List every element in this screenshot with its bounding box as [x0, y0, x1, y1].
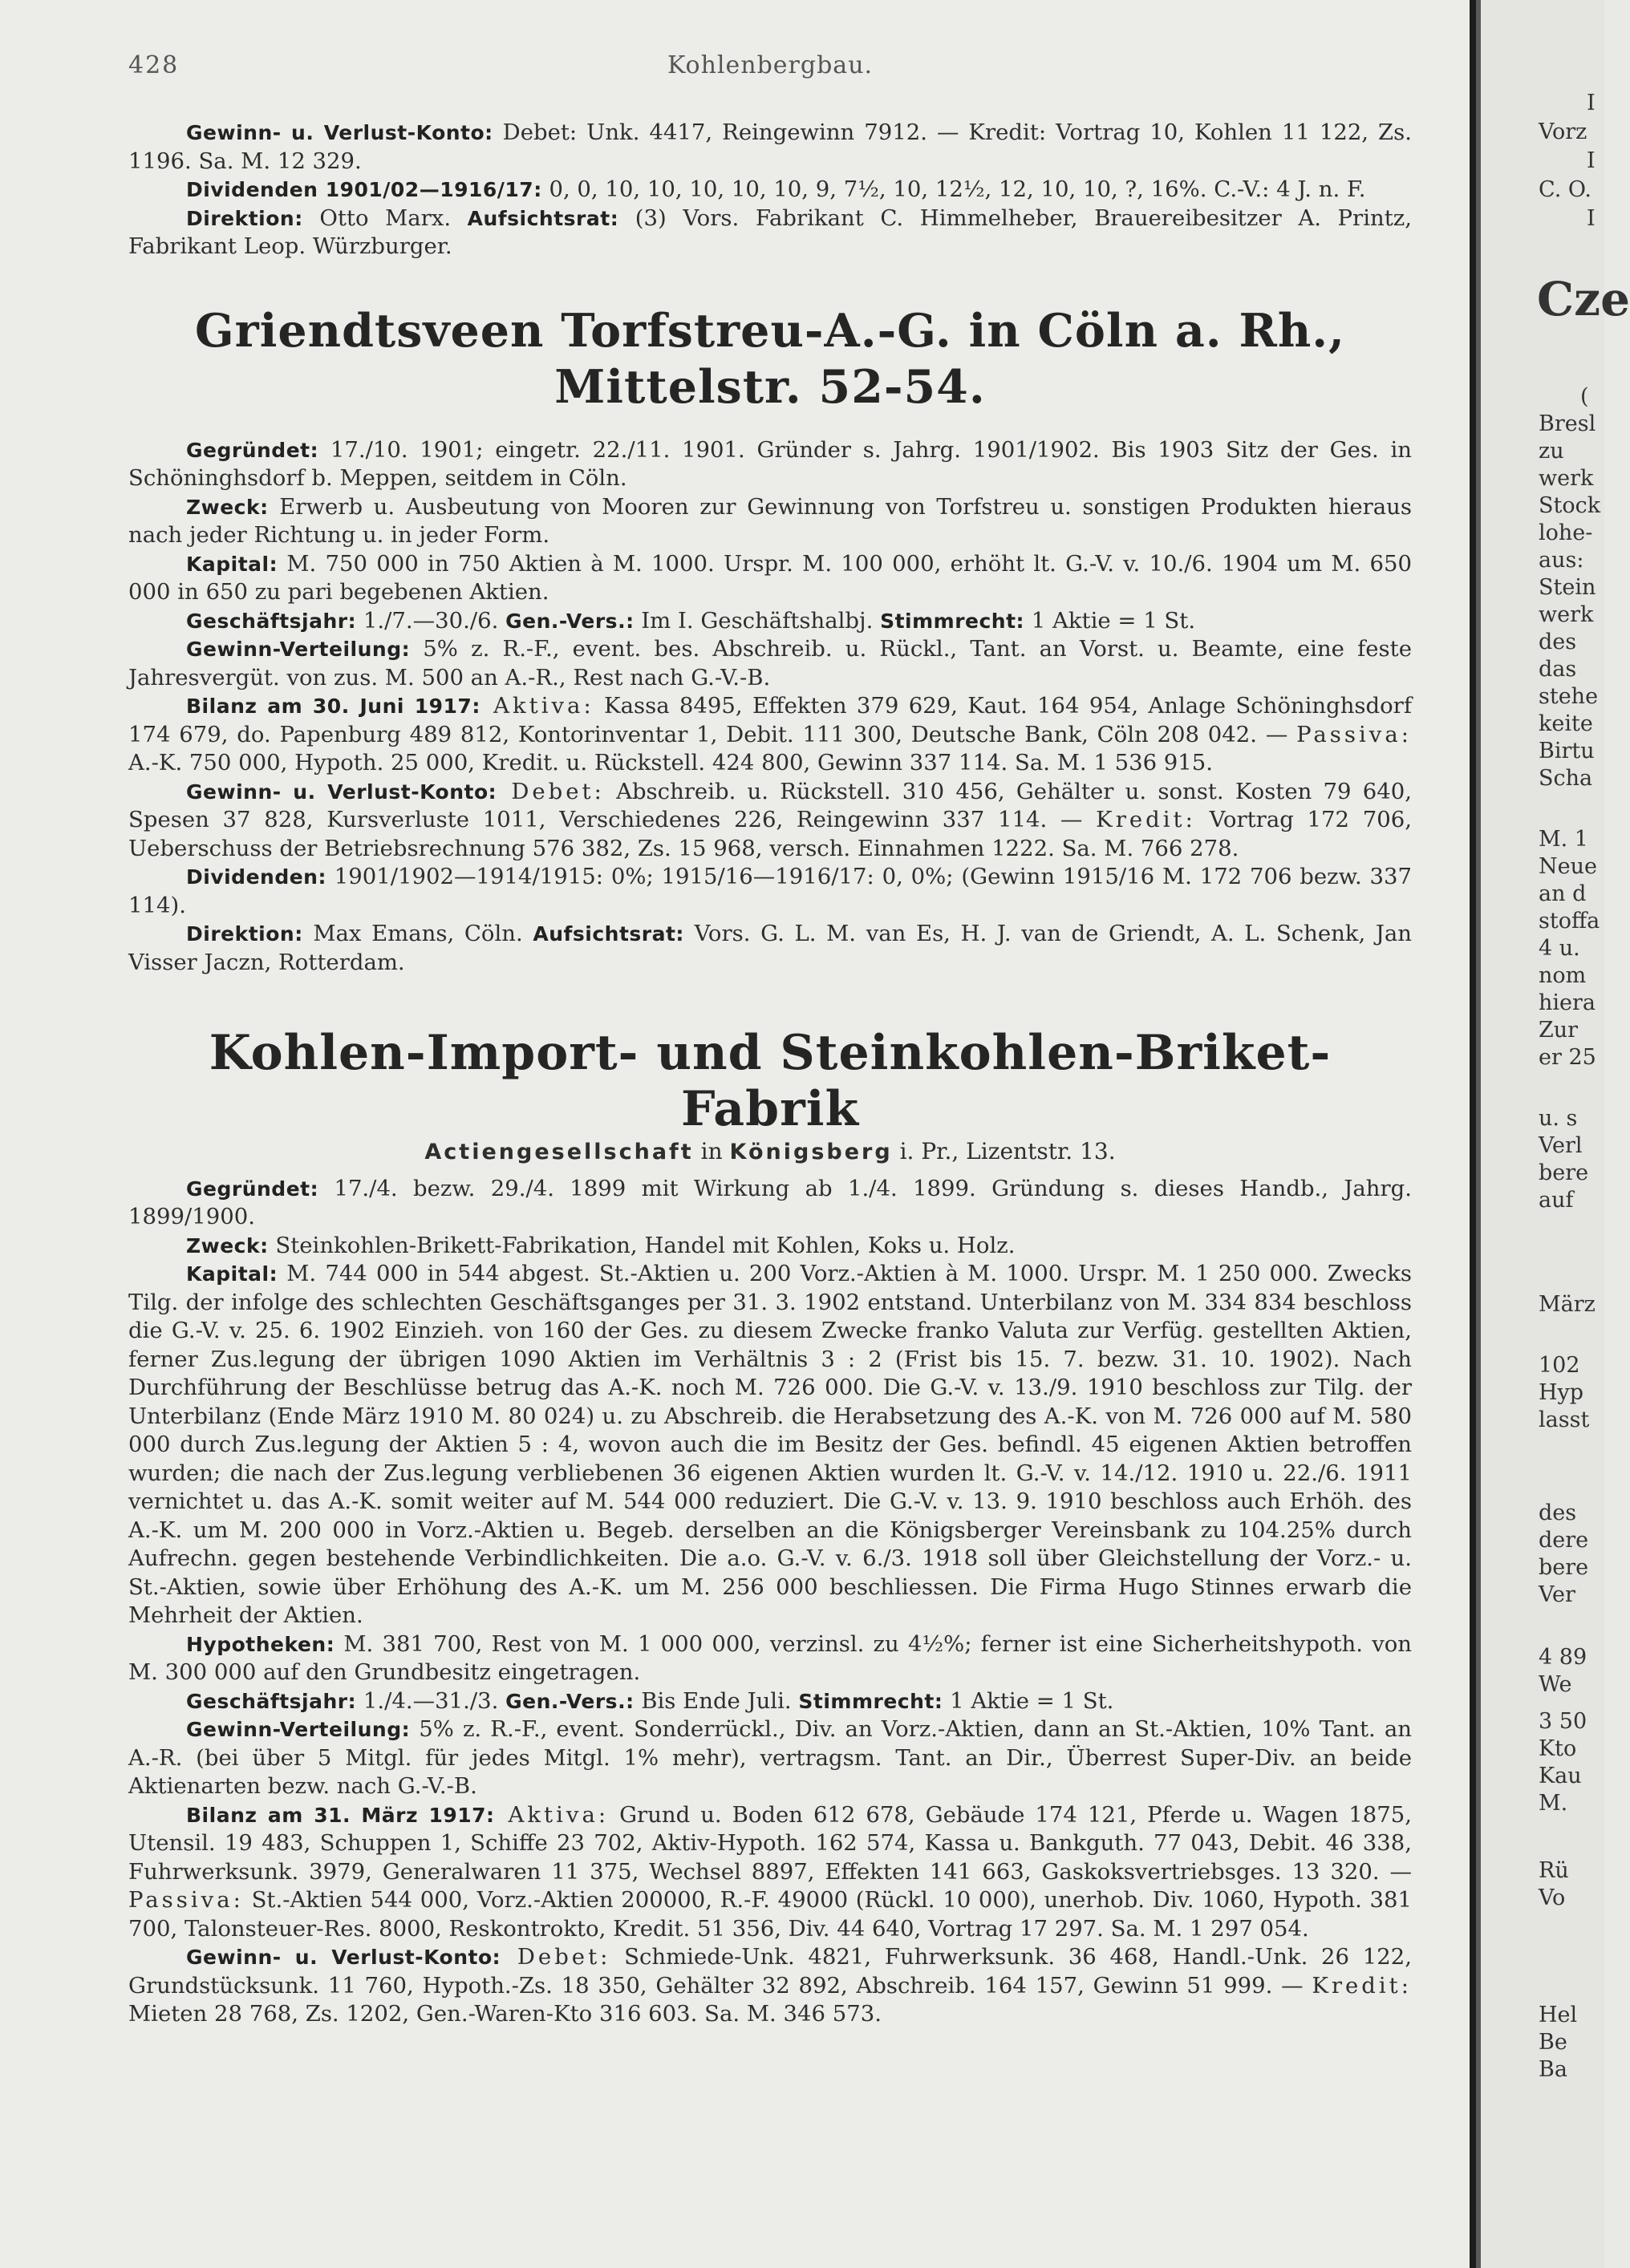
fragment: Vorz	[1539, 119, 1587, 144]
fragment: Neue	[1539, 854, 1597, 879]
field-label: Kapital:	[186, 552, 278, 576]
facing-page-edge	[1481, 0, 1630, 2268]
paragraph	[128, 1687, 1412, 1716]
field-label: Gewinn- u. Verlust-Konto:	[186, 1946, 501, 1969]
field-text: Steinkohlen-Brikett-Fabrikation, Handel mit Kohlen, Koks u. Holz.	[268, 1232, 1016, 1258]
field-text: (3) Vors. Fabrikant C. Himmelheber, Brauereibesitzer A. Printz, Fabrikant Leop. Würzburger.	[128, 205, 1412, 259]
fragment: I	[1587, 206, 1596, 231]
field-label: Geschäftsjahr:	[186, 609, 357, 633]
field-text: A.-K. 750 000, Hypoth. 25 000, Kredit. u. Rückstell. 424 800, Gewinn 337 114. Sa. M. 1 536 915.	[128, 750, 1214, 776]
field-label: Gen.-Vers.:	[505, 609, 635, 633]
aktiva-label: Aktiva:	[494, 1801, 610, 1828]
kredit-label: Kredit:	[1312, 1972, 1412, 1999]
fragment: Vo	[1539, 1885, 1566, 1910]
fragment: 102	[1539, 1353, 1580, 1378]
fragment: Verl	[1539, 1133, 1583, 1158]
paragraph	[128, 863, 1412, 920]
paragraph	[128, 1232, 1412, 1261]
fragment: er 25	[1539, 1045, 1596, 1070]
field-text: Otto Marx.	[302, 205, 468, 231]
field-label: Gen.-Vers.:	[505, 1689, 635, 1713]
paragraph	[128, 920, 1412, 977]
fragment: 4 u.	[1539, 936, 1580, 961]
field-text: 0, 0, 10, 10, 10, 10, 10, 9, 7½, 10, 12½, 12, 10, 10, ?, 16%. C.-V.: 4 J. n. F.	[541, 176, 1366, 202]
field-label: Bilanz am 30. Juni 1917:	[186, 695, 480, 718]
subtitle-city: Königsberg	[729, 1140, 893, 1164]
paragraph	[128, 119, 1412, 176]
fragment: I	[1587, 148, 1596, 173]
fragment: Ver	[1539, 1582, 1575, 1607]
field-label: Direktion:	[186, 206, 303, 230]
fragment: Stein	[1539, 575, 1596, 600]
fragment: des	[1539, 1501, 1577, 1525]
fragment: Be	[1539, 2030, 1567, 2055]
paragraph	[128, 778, 1412, 864]
paragraph	[128, 493, 1412, 550]
field-text: M. 744 000 in 544 abgest. St.-Aktien u. 200 Vorz.-Aktien à M. 1000. Urspr. M. 1 250 000. Zwecks Tilg. der infolge des schlechten Geschäftsganges per 31. 3. 1902 entstand. Unterbilanz von M. 334 834 beschloss die G.-V. v. 25. 6. 1902 Einzieh. von 160 der Ges. zu diesem Zwecke franko Valuta zur Verfüg. gestellten Aktien, ferner Zus.legung der übrigen 1090 Aktien im Verhältnis 3 : 2 (Frist bis 15. 7. bezw. 31. 10. 1902). Nach Durchführung der Beschlüsse betrug das A.-K. noch M. 726 000. Die G.-V. v. 13./9. 1910 beschloss zur Tilg. der Unterbilanz (Ende März 1910 M. 80 024) u. zu Abschreib. die Herabsetzung des A.-K. von M. 726 000 auf M. 580 000 durch Zus.legung der Aktien 5 : 4, wovon auch die im Besitz der Ges. befindl. 45 eigenen Aktien betroffen wurden; die nach der Zus.legung verbliebenen 36 eigenen Aktien wurden lt. G.-V. v. 14./12. 1910 u. 22./6. 1911 vernichtet u. das A.-K. somit weiter auf M. 544 000 reduziert. Die G.-V. v. 13. 9. 1910 beschloss auch Erhöh. des A.-K. um M. 200 000 in Vorz.-Aktien u. Begeb. derselben an die Königsberger Vereinsbank zu 104.25% durch Aufrechn. gegen bestehende Verbindlichkeiten. Die a.o. G.-V. v. 6./3. 1918 soll über Gleichstellung der Vorz.- u. St.-Aktien, sowie über Erhöhung des A.-K. um M. 256 000 beschliessen. Die Firma Hugo Stinnes erwarb die Mehrheit der Aktien.	[128, 1261, 1412, 1628]
fragment: auf	[1539, 1188, 1574, 1213]
company-title: Griendtsveen Torfstreu-A.-G. in Cöln a. Rh., Mittelstr. 52-54.	[195, 303, 1345, 414]
field-text: Im I. Geschäftshalbj.	[634, 607, 881, 634]
fragment: stoffa	[1539, 909, 1600, 934]
fragment: Scha	[1539, 766, 1593, 791]
kredit-label: Kredit:	[1096, 807, 1196, 832]
field-text: 1./7.—30./6.	[356, 607, 506, 634]
fragment: C. O.	[1539, 177, 1591, 202]
field-text: Bis Ende Juli.	[634, 1687, 799, 1714]
field-text: M. 750 000 in 750 Aktien à M. 1000. Urspr. M. 100 000, erhöht lt. G.-V. v. 10./6. 1904 um M. 650 000 in 650 zu pari begebenen Aktien.	[128, 550, 1412, 605]
field-text: Kassa 8495, Effekten 379 629, Kaut. 164 954, Anlage Schöninghsdorf 174 679, do. Papenburg 489 812, Kontorinventar 1, Debit. 111 300, Deutsche Bank, Cöln 208 042. —	[128, 693, 1412, 747]
fragment: des	[1539, 630, 1577, 654]
field-text: Vortrag 172 706, Ueberschuss der Betriebsrechnung 576 382, Zs. 15 968, versch. Einnahmen 1222. Sa. M. 766 278.	[128, 807, 1412, 861]
field-label: Dividenden:	[186, 865, 326, 889]
paragraph	[128, 1715, 1412, 1801]
fragment: bere	[1539, 1160, 1589, 1185]
fragment: M.	[1539, 1791, 1568, 1816]
fragment: nom	[1539, 963, 1587, 988]
field-text: 1 Aktie = 1 St.	[943, 1687, 1114, 1714]
field-text: St.-Aktien 544 000, Vorz.-Aktien 200000, R.-F. 49000 (Rückl. 10 000), unerhob. Div. 1060, Hypoth. 381 700, Talonsteuer-Res. 8000, Reskontrokto, Kredit. 51 356, Div. 44 640, Vortrag 17 297. Sa. M. 1 297 054.	[128, 1887, 1412, 1942]
subtitle-rest: i. Pr., Lizentstr. 13.	[892, 1138, 1116, 1164]
field-label: Bilanz am 31. März 1917:	[186, 1803, 495, 1827]
subtitle-in: in	[693, 1138, 730, 1164]
company-subtitle	[128, 1137, 1412, 1167]
field-label: Hypotheken:	[186, 1632, 335, 1656]
fragment: u. s	[1539, 1106, 1578, 1131]
passiva-label: Passiva:	[1296, 721, 1412, 747]
fragment: stehe	[1539, 684, 1599, 709]
fragment: März	[1539, 1292, 1596, 1317]
field-text: Mieten 28 768, Zs. 1202, Gen.-Waren-Kto 316 603. Sa. M. 346 573.	[128, 2001, 882, 2027]
field-text: 1 Aktie = 1 St.	[1024, 607, 1196, 634]
fragment: zu	[1539, 439, 1564, 464]
field-text: 17./10. 1901; eingetr. 22./11. 1901. Gründer s. Jahrg. 1901/1902. Bis 1903 Sitz der Ges. in Schöninghsdorf b. Meppen, seitdem in Cöln.	[128, 436, 1412, 491]
fragment: We	[1539, 1672, 1572, 1697]
field-text: 5% z. R.-F., event. Sonderrückl., Div. an Vorz.-Aktien, dann an St.-Aktien, 10% Tant. an A.-R. (bei über 5 Mitgl. für jedes Mitgl. 1% mehr), vertragsm. Tant. an Dir., Überrest Super-Div. an beide Aktienarten bezw. nach G.-V.-B.	[128, 1716, 1412, 1799]
field-label: Gewinn- u. Verlust-Konto:	[186, 780, 497, 804]
aktiva-label: Aktiva:	[480, 693, 594, 719]
fragment: an d	[1539, 881, 1587, 906]
fragment: werk	[1539, 466, 1594, 491]
page-header	[128, 47, 1412, 87]
field-text: Grund u. Boden 612 678, Gebäude 174 121, Pferde u. Wagen 1875, Utensil. 19 483, Schuppen 1, Schiffe 23 702, Aktiv-Hypoth. 162 574, Kassa u. Bankguth. 77 043, Debit. 46 338, Fuhrwerksunk. 3979, Generalwaren 11 375, Wechsel 8897, Effekten 141 663, Gaskoksvertriebsges. 13 320. —	[128, 1801, 1412, 1885]
field-label: Kapital:	[186, 1262, 278, 1286]
field-label: Gewinn- u. Verlust-Konto:	[186, 121, 493, 144]
field-text: 17./4. bezw. 29./4. 1899 mit Wirkung ab 1./4. 1899. Gründung s. dieses Handb., Jahrg. 1899/1900.	[128, 1175, 1412, 1229]
fragment: Bresl	[1539, 411, 1596, 436]
fragment: lohe-	[1539, 520, 1593, 545]
fragment: hiera	[1539, 990, 1596, 1015]
fragment: 3 50	[1539, 1709, 1587, 1734]
paragraph	[128, 550, 1412, 607]
running-head: Kohlenbergbau.	[667, 51, 874, 79]
fragment: I	[1587, 91, 1596, 115]
fragment: Kau	[1539, 1764, 1582, 1788]
field-label: Stimmrecht:	[880, 609, 1025, 633]
paragraph	[128, 1175, 1412, 1232]
paragraph	[128, 1630, 1412, 1687]
paragraph	[128, 1260, 1412, 1630]
field-label: Gegründet:	[186, 1177, 319, 1201]
field-label: Zweck:	[186, 495, 269, 519]
field-text: Schmiede-Unk. 4821, Fuhrwerksunk. 36 468, Handl.-Unk. 26 122, Grundstücksunk. 11 760, Hypoth.-Zs. 18 350, Gehälter 32 892, Abschreib. 164 157, Gewinn 51 999. —	[128, 1944, 1412, 1999]
fragment: Hyp	[1539, 1380, 1584, 1405]
fragment: (	[1580, 384, 1589, 409]
fragment: 4 89	[1539, 1645, 1587, 1670]
field-text: Erwerb u. Ausbeutung von Mooren zur Gewinnung von Torfstreu u. sonstigen Produkten hieraus nach jeder Richtung u. in jeder Form.	[128, 493, 1412, 548]
field-text: 5% z. R.-F., event. bes. Abschreib. u. Rückl., Tant. an Vorst. u. Beamte, eine feste Jahresvergüt. von zus. M. 500 an A.-R., Rest nach G.-V.-B.	[128, 636, 1412, 691]
fragment: Ba	[1539, 2057, 1567, 2082]
paragraph	[128, 176, 1412, 205]
page-number: 428	[128, 51, 180, 79]
company-title: Kohlen-Import- und Steinkohlen-Briket-Fabrik	[209, 1025, 1332, 1137]
field-label: Direktion:	[186, 922, 303, 946]
field-label: Geschäftsjahr:	[186, 1689, 357, 1713]
field-text: Debet: Unk. 4417, Reingewinn 7912. — Kredit: Vortrag 10, Kohlen 11 122, Zs. 1196. Sa. M. 12 329.	[128, 119, 1412, 174]
debet-label: Debet:	[501, 1944, 611, 1970]
fragment: aus:	[1539, 548, 1584, 573]
paragraph	[128, 635, 1412, 692]
fragment: das	[1539, 657, 1577, 682]
fragment: Birtu	[1539, 739, 1595, 763]
fragment: dere	[1539, 1528, 1589, 1553]
field-label: Aufsichtsrat:	[533, 922, 684, 946]
fragment: Zur	[1539, 1018, 1579, 1043]
paragraph	[128, 1943, 1412, 2029]
field-text: 1901/1902—1914/1915: 0%; 1915/16—1916/17: 0, 0%; (Gewinn 1915/16 M. 172 706 bezw. 337 114).	[128, 864, 1412, 918]
text-column	[128, 119, 1412, 2029]
paragraph	[128, 607, 1412, 636]
field-text: Max Emans, Cöln.	[302, 921, 533, 946]
fragment: Kto	[1539, 1736, 1577, 1761]
fragment: lasst	[1539, 1407, 1590, 1432]
fragment: Stock	[1539, 493, 1601, 518]
field-text: Abschreib. u. Rückstell. 310 456, Gehälter u. sonst. Kosten 79 640, Spesen 37 828, Kursverluste 1011, Verschiedenes 226, Reingewinn 337 114. —	[128, 778, 1412, 832]
field-text: 1./4.—31./3.	[356, 1687, 506, 1714]
book-gutter	[1470, 0, 1476, 2268]
paragraph	[128, 692, 1412, 778]
paragraph	[128, 205, 1412, 261]
field-label: Gewinn-Verteilung:	[186, 638, 411, 661]
paragraph	[128, 436, 1412, 493]
fragment: keite	[1539, 711, 1593, 736]
fragment: werk	[1539, 602, 1594, 627]
field-label: Gewinn-Verteilung:	[186, 1718, 411, 1741]
passiva-label: Passiva:	[128, 1887, 244, 1913]
field-text: M. 381 700, Rest von M. 1 000 000, verzinsl. zu 4½%; ferner ist eine Sicherheitshypoth. von M. 300 000 auf den Grundbesitz eingetragen.	[128, 1630, 1412, 1685]
fragment: Rü	[1539, 1858, 1569, 1883]
field-label: Dividenden 1901/02—1916/17:	[186, 178, 542, 201]
fragment: Hel	[1539, 2003, 1578, 2027]
subtitle-ag: Actiengesellschaft	[424, 1140, 694, 1164]
field-label: Zweck:	[186, 1233, 269, 1258]
paragraph	[128, 1801, 1412, 1944]
field-label: Stimmrecht:	[798, 1689, 943, 1713]
fragment: bere	[1539, 1555, 1589, 1580]
field-label: Gegründet:	[186, 438, 319, 462]
fragment: M. 1	[1539, 827, 1588, 852]
field-label: Aufsichtsrat:	[467, 206, 619, 230]
fragment: Cze	[1537, 272, 1630, 326]
debet-label: Debet:	[497, 778, 605, 804]
field-text: Vors. G. L. M. van Es, H. J. van de Griendt, A. L. Schenk, Jan Visser Jaczn, Rotterdam.	[128, 921, 1412, 975]
